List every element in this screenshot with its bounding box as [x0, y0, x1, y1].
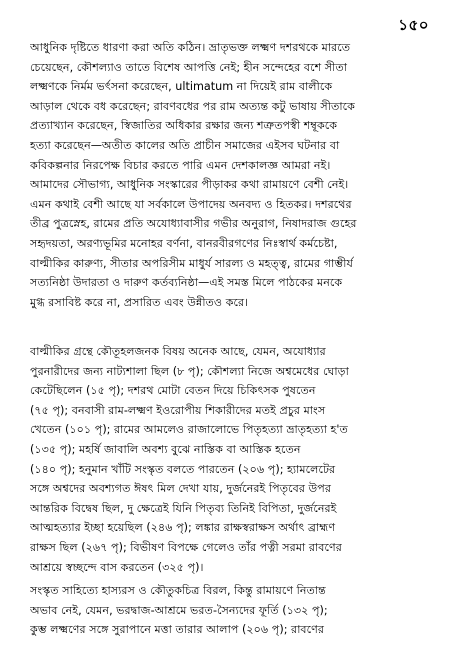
text-line: পুরনারীদের জন্য নাট্যশালা ছিল (৮ পৃ); কৌশল্যা নিজে অশ্বমেধের ঘোড়া	[30, 364, 349, 378]
text-line: সঙ্গে অশ্বদের অবশ্যগত ঈষৎ মিল দেখা যায়, দুর্জনেরই পিতৃবের উপর	[30, 482, 332, 496]
text-line: বাল্মীকির কারুণ্য, সীতার অপরিসীম মাধুর্য সারল্য ও মহত্ত্ব, রামের গাম্ভীর্য	[30, 256, 353, 270]
text-line: খেতেন (১০১ পৃ); রামের আমলেও রাজালোভে পিতৃহত্যা ভ্রাতৃহত্যা হ'ত	[30, 423, 348, 437]
paragraph-3	[30, 581, 430, 640]
text-line: প্রত্যাখ্যান করেছেন, স্বিজাতির অধিকার রক্ষার জন্য শত্রুতপস্বী শম্বূককে	[30, 119, 338, 133]
text-line: (১৩৫ পৃ); মহর্ষি জাবালি অবশ্য বুঝে নাস্তিক বা আস্তিক হতেন	[30, 442, 301, 456]
text-line: রাক্ষস ছিল (২৬৭ পৃ); বিভীষণ বিপক্ষে গেলেও তাঁর পত্নী সরমা রাবণের	[30, 540, 342, 554]
text-line: মুগ্ধ রসাবিষ্ট করে না, প্রসারিত এবং উন্নীতও করে।	[30, 295, 249, 309]
text-line: কবিকল্পনার নিরপেক্ষ বিচার করতে পারি এমন দেশকালজ্ঞ আমরা নই।	[30, 158, 331, 172]
text-line: লক্ষ্মণকে নির্মম ভর্ৎসনা করেছেন, ultimatum না দিয়েই রাম বালীকে	[30, 80, 333, 94]
text-line: সহৃদয়তা, অরণ্যভূমির মনোহর বর্ণনা, বানরবীরগণের নিঃস্বার্থ কর্মচেষ্টা,	[30, 236, 338, 250]
text-line: (১৪০ পৃ); হনুমান খাঁটি সংস্কৃত বলতে পারতেন (২০৬ পৃ); হ্যামলেটের	[30, 462, 336, 476]
text-line: আধুনিক দৃষ্টিতে ধারণা করা অতি কঠিন। ভ্রাতৃভক্ত লক্ষ্মণ দশরথকে মারতে	[30, 41, 351, 54]
text-line: কুম্ভ লক্ষ্মণের সঙ্গে সুরাপানে মত্তা তারার আলাপ (২০৬ পৃ); রাবণের	[30, 623, 325, 637]
paragraph-2	[30, 342, 430, 577]
text-line: কেটেছিলেন (১৫ পৃ); দশরথ মোটা বেতন দিয়ে চিকিৎসক পুষতেন	[30, 384, 316, 398]
text-line: এমন কথাই বেশী আছে যা সর্বকালে উপাদেয় অনবদ্য ও হিতকর। দশরথের	[30, 197, 352, 211]
paragraph-1	[30, 38, 430, 312]
text-line: বাল্মীকির গ্রন্থে কৌতূহলজনক বিষয় অনেক আছে, যেমন, অযোধ্যার	[30, 345, 326, 358]
text-line: তীব্র পুত্রস্নেহ, রামের প্রতি অযোধ্যাবাসীর গভীর অনুরাগ, নিষাদরাজ গুহের	[30, 217, 357, 231]
text-line: আড়াল থেকে বধ করেছেন; রাবণবধের পর রাম অত্যন্ত কটু ভাষায় সীতাকে	[30, 99, 355, 113]
text-line: সত্যনিষ্ঠা উদারতা ও দারুণ কর্তব্যনিষ্ঠা—এই সমস্ত মিলে পাঠকের মনকে	[30, 276, 343, 290]
text-line: চেয়েছেন, কৌশল্যাও তাতে বিশেষ আপত্তি নেই; হীন সন্দেহের বশে সীতা	[30, 60, 348, 74]
text-line: সংস্কৃত সাহিত্যে হাস্যরস ও কৌতুকচিত্র বিরল, কিন্তু রামায়ণে নিতান্ত	[30, 584, 326, 597]
text-line: (৭৫ পৃ); বনবাসী রাম-লক্ষ্মণ ইওরোপীয় শিকারীদের মতই প্রচুর মাংস	[30, 403, 326, 417]
text-line: আত্মহত্যার ইচ্ছা হয়েছিল (২৪৬ পৃ); লঙ্কার রাক্ষস্বরাক্ষস অর্থাৎ ব্রাহ্মণ	[30, 521, 336, 535]
text-line: আমাদের সৌভাগ্য, আধুনিক সংস্কারের পীড়াকর কথা রামায়ণে বেশী নেই।	[30, 178, 349, 192]
text-line: অভাব নেই, যেমন, ভরদ্বাজ-আশ্রমে ভরত-সৈন্যদের ফূর্তি (১৩২ পৃ);	[30, 603, 328, 617]
page-number: ১৫০	[398, 16, 429, 34]
text-line: আন্তরিক বিদ্বেষ ছিল, দু ক্ষেত্রেই যিনি পিতৃব্য তিনিই বিপিতা, দুর্জনেরই	[30, 501, 337, 515]
text-line: আশ্রয়ে স্বচ্ছন্দে বাস করতেন (৩২৫ পৃ)।	[30, 560, 204, 574]
text-line: হত্যা করেছেন—অতীত কালের অতি প্রাচীন সমাজের এইসব ঘটনার বা	[30, 138, 340, 152]
